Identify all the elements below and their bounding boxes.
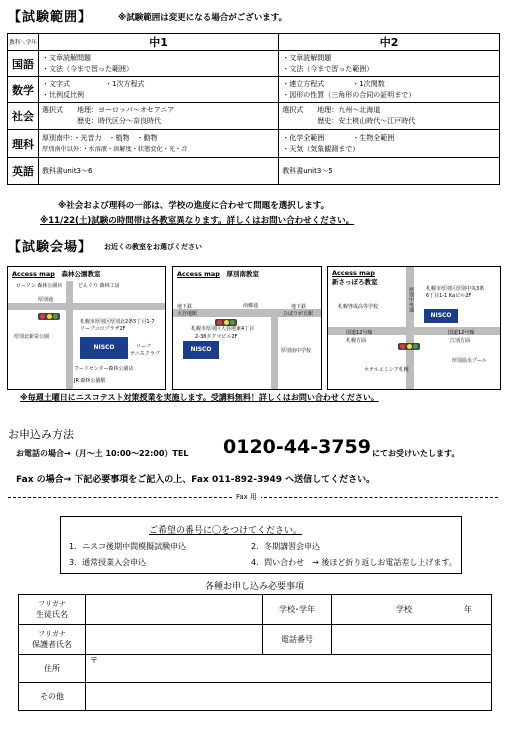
nisco-building: NISCO	[183, 341, 219, 359]
subject-math: 数学	[8, 77, 39, 103]
map-label: 札幌市厚別区大谷地東4丁目	[191, 326, 255, 332]
school-suffix: 学校	[396, 605, 412, 614]
scope-cell	[39, 77, 279, 103]
address-field[interactable]	[86, 655, 492, 683]
map-label: 国道12号線	[448, 330, 475, 336]
map-label: 厚別北新栄公園	[14, 334, 50, 340]
guardian-name-label: フリガナ 保護者氏名	[19, 625, 86, 655]
option-1[interactable]: 1．ニスコ後期中間模擬試験申込	[69, 542, 187, 551]
other-field[interactable]	[86, 683, 492, 711]
venue-subtitle: お近くの教室をお選びください	[104, 243, 202, 251]
form-title: 各種お申し込み必要事項	[205, 582, 305, 592]
school-grade-field[interactable]	[332, 595, 492, 625]
venue-title: 【試験会場】	[8, 240, 93, 255]
scope-line: 厚別南中以外：・水溶液・溶解度・状態変化・光・音	[42, 145, 188, 153]
map-title: Access map 森林公園教室	[12, 270, 101, 278]
scope-cell	[39, 103, 279, 130]
exam-scope-note: ※試験範囲は変更になる場合がございます。	[118, 13, 288, 23]
map-label: 厚別温水プール	[452, 358, 487, 364]
road	[66, 281, 73, 389]
scope-cell	[279, 103, 500, 130]
option-2[interactable]: 2．冬期講習会申込	[251, 542, 321, 551]
scope-cell	[279, 51, 500, 77]
scope-line: ・天気（気象観測まで）	[282, 144, 360, 153]
map-label: どんぐり 森林工房	[78, 283, 120, 289]
map-label: 厚別南中学校	[281, 348, 312, 354]
map-label: リーブ	[136, 344, 151, 350]
scope-line: ・化学全範囲 ・生物全範囲	[282, 133, 395, 142]
map-label: 大谷地駅	[177, 311, 198, 317]
school-grade-label: 学校･学年	[263, 595, 332, 625]
scope-line: 教科書unit3〜6	[42, 166, 93, 175]
map-label: ひばりが丘駅	[283, 311, 314, 317]
map-shin-sapporo	[327, 266, 501, 390]
scope-line: ・比例反比例	[42, 90, 84, 99]
nisco-building: NISCO	[424, 309, 458, 323]
apply-box-title: ご希望の番号に〇をつけてください。	[149, 526, 303, 536]
subject-japanese: 国語	[8, 51, 39, 77]
map-label: 2-38タクマビル2F	[195, 334, 238, 340]
nisco-building: NISCO	[80, 337, 128, 359]
scope-line: ・文字式 ・1次方程式	[42, 79, 145, 88]
student-name-field[interactable]	[86, 595, 263, 625]
grade-header-1: 中1	[39, 34, 279, 51]
map-label: 札幌啓成高等学校	[338, 304, 379, 310]
map-label: 地下鉄	[177, 304, 193, 310]
map-shinrin-koen	[7, 266, 166, 390]
scope-cell	[279, 158, 500, 185]
other-label: その他	[19, 683, 86, 711]
table-corner: 教科＼学年	[8, 34, 39, 51]
map-label: 地下鉄	[291, 304, 307, 310]
traffic-signal-icon	[38, 313, 60, 320]
student-name-label: フリガナ 生徒氏名	[19, 595, 86, 625]
application-form	[18, 594, 492, 711]
map-title: Access map 厚別南教室	[177, 270, 259, 278]
phone-suffix: にてお受けいたします。	[372, 449, 460, 458]
scope-line: ・連立方程式 ・1次関数	[282, 79, 385, 88]
guardian-name-field[interactable]	[86, 625, 263, 655]
scope-cell	[39, 158, 279, 185]
option-4[interactable]: 4．問い合わせ → 後ほど折り返しお電話差し上げます。	[251, 558, 457, 567]
scope-line: 歴史：安土桃山時代〜江戸時代	[282, 117, 416, 125]
scope-line: 教科書unit3〜5	[282, 166, 333, 175]
map-atsubetsu-minami	[172, 266, 322, 390]
map-label: フードセンター森林公園店	[74, 366, 134, 372]
grade-header-2: 中2	[279, 34, 500, 51]
scope-line: 選択式 地理：ヨーロッパ〜オセアニア	[42, 106, 175, 114]
map-label: 札幌市厚別区厚別北2条5丁目1-7	[80, 319, 155, 325]
address-label: 住所	[19, 655, 86, 683]
scope-cell	[279, 77, 500, 103]
postal-mark: 〒	[90, 656, 98, 665]
subject-social: 社会	[8, 103, 39, 130]
scope-line: ・文法（今まで習った範囲）	[42, 64, 133, 73]
road	[8, 303, 165, 310]
map-label: 札幌方面	[346, 338, 367, 344]
subject-english: 英語	[8, 158, 39, 185]
scope-line: ・図形の性質（三角形の合同の証明まで）	[282, 90, 416, 99]
map-label: 厚別通	[38, 297, 54, 303]
phone-label: 電話番号	[263, 625, 332, 655]
map-label: 6丁目1-1 Kaビル2F	[426, 293, 472, 299]
scope-cell	[39, 51, 279, 77]
phone-prefix: お電話の場合→（月〜土 10:00〜22:00）TEL	[16, 449, 189, 458]
subject-science: 理科	[8, 130, 39, 158]
phone-number[interactable]: 0120-44-3759	[223, 436, 371, 458]
venue-footnote: ※毎週土曜日にニスコテスト対策授業を実施します。受講料無料！詳しくはお問い合わせください。	[20, 393, 379, 402]
phone-field[interactable]	[332, 625, 492, 655]
map-label: テニスクラブ	[130, 351, 160, 357]
scope-line: ・文章読解問題	[282, 53, 332, 62]
year-suffix: 年	[464, 605, 472, 614]
map-label: 江別方面	[450, 338, 471, 344]
map-label: ホテルエミシア札幌	[364, 367, 409, 373]
road	[271, 317, 278, 389]
scope-line: 厚別南中：・光音力 ・植物 ・動物	[42, 133, 158, 142]
scope-line: 歴史：時代区分〜奈良時代	[42, 117, 161, 125]
traffic-signal-icon	[398, 343, 420, 350]
scope-line: ・文法（今まで習った範囲）	[282, 64, 374, 73]
map-label: 厚別中央通	[408, 287, 414, 312]
map-label: 国道12号線	[346, 330, 373, 336]
exam-scope-table	[7, 33, 500, 185]
scope-line: 選択式 地理：九州〜北海道	[282, 106, 381, 114]
map-label: 南郷通	[243, 303, 259, 309]
map-label: ローソン 森林公園店	[16, 283, 63, 289]
option-3[interactable]: 3．通常授業入会申込	[69, 558, 147, 567]
scope-note-2: ※11/22(土)試験の時間帯は各教室異なります。詳しくはお問い合わせください。	[40, 216, 355, 226]
scope-cell	[39, 130, 279, 158]
map-label: リーブコロプラザ2F	[80, 326, 126, 332]
fax-divider-label: Fax 用	[232, 492, 261, 502]
map-label: JR 森林公園駅	[74, 378, 106, 384]
map-title: Access map 新さっぽろ教室	[332, 269, 378, 286]
scope-line: ・文章読解問題	[42, 53, 91, 62]
application-options-box	[60, 516, 462, 574]
exam-scope-title: 【試験範囲】	[8, 10, 93, 25]
scope-cell	[279, 130, 500, 158]
scope-note-1: ※社会および理科の一部は、学校の進度に合わせて問題を選択します。	[58, 201, 330, 211]
traffic-signal-icon	[215, 319, 237, 326]
fax-instructions: Fax の場合→ 下記必要事項をご記入の上、Fax 011-892-3949 へ送信してください。	[16, 475, 376, 485]
contact-heading: お申込み方法	[8, 428, 74, 441]
map-label: 札幌市厚別区厚別中央3条	[426, 286, 485, 292]
